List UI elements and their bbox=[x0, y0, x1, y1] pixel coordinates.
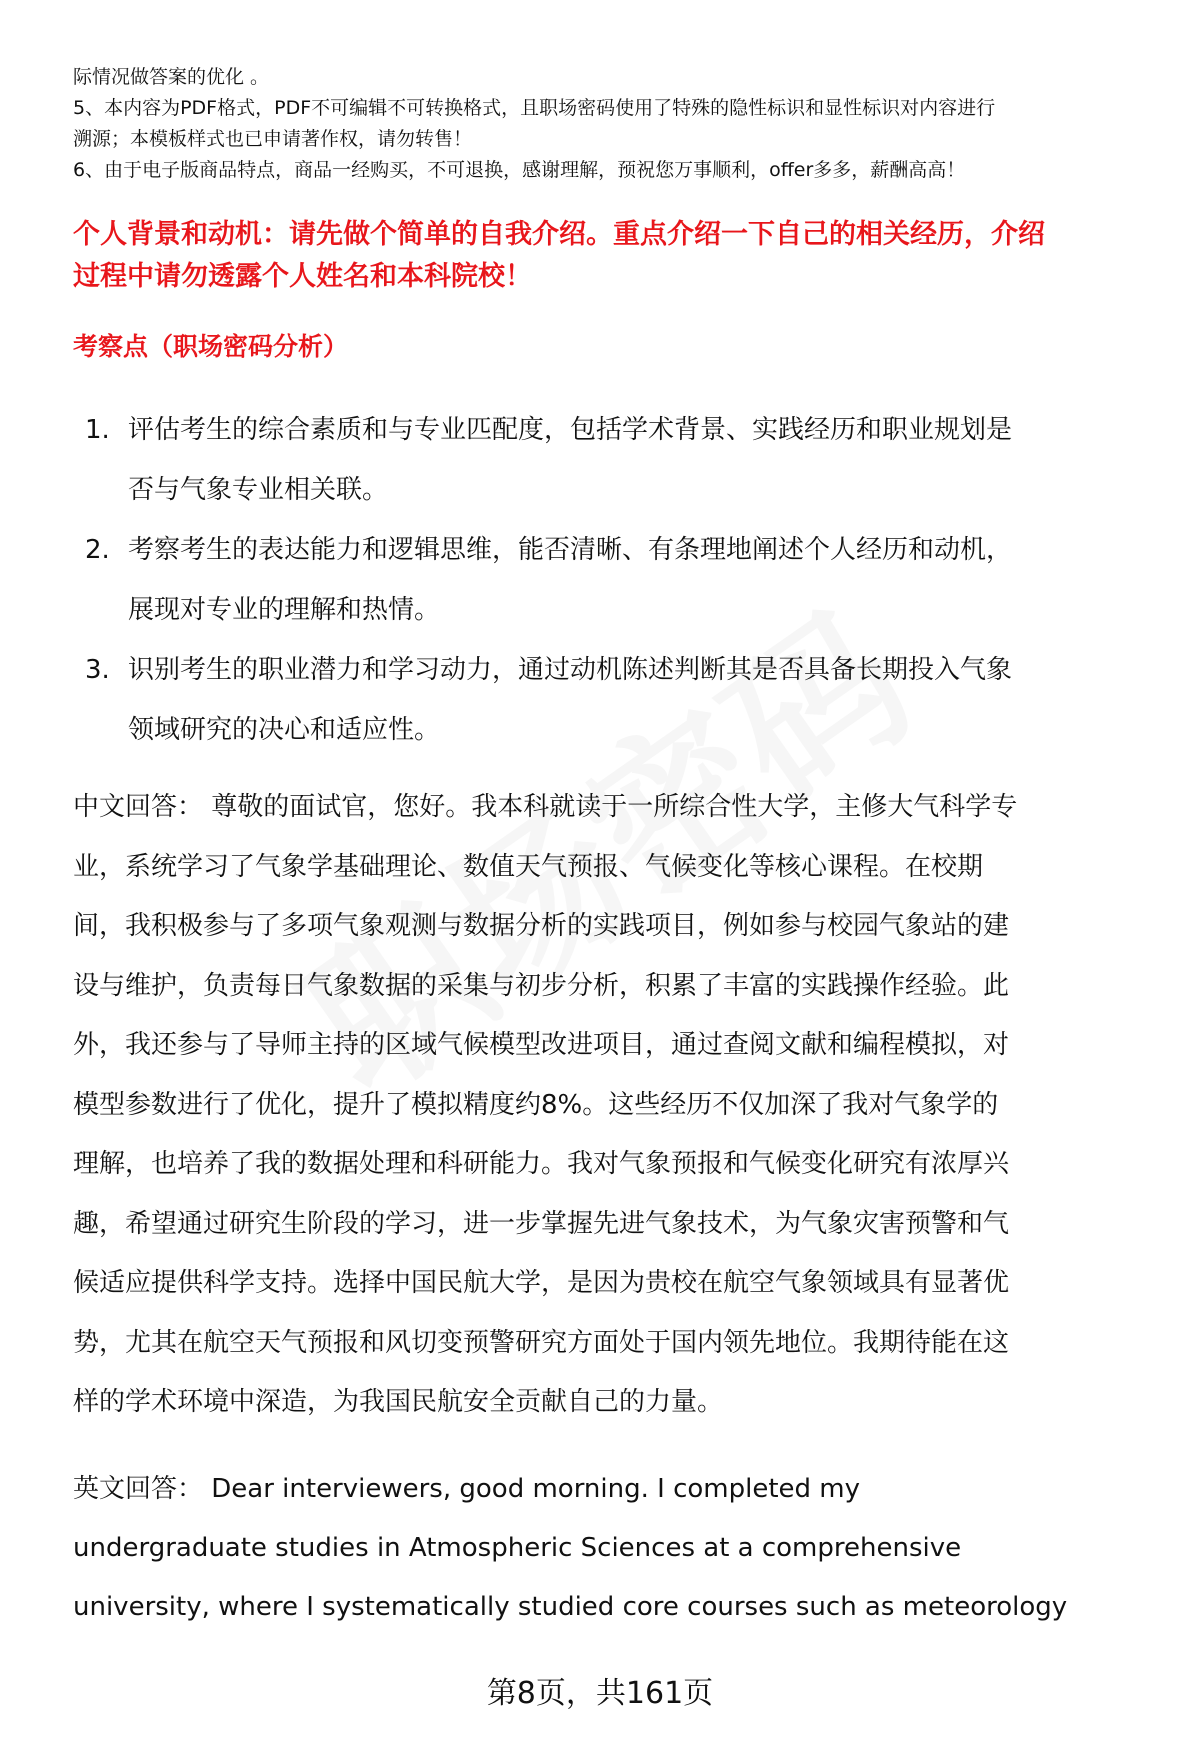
answer-line: 理解，也培养了我的数据处理和科研能力。我对气象预报和气候变化研究有浓厚兴 bbox=[73, 1149, 1010, 1179]
list-item-line: 否与气象专业相关联。 bbox=[128, 475, 389, 505]
interview-question bbox=[73, 214, 1160, 298]
answer-line: 势，尤其在航空天气预报和风切变预警研究方面处于国内领先地位。我期待能在这 bbox=[73, 1327, 1010, 1358]
list-item-line: 考察考生的表达能力和逻辑思维，能否清晰、有条理地阐述个人经历和动机， bbox=[128, 535, 1013, 565]
answer-line: 业，系统学习了气象学基础理论、数值天气预报、气候变化等核心课程。在校期 bbox=[73, 851, 984, 882]
note-line: 溯源；本模板样式也已申请著作权，请勿转售！ bbox=[73, 128, 473, 150]
question-line: 个人背景和动机：请先做个简单的自我介绍。重点介绍一下自己的相关经历，介绍 bbox=[73, 219, 1045, 250]
list-number: 1. bbox=[85, 415, 110, 445]
answer-line: 样的学术环境中深造，为我国民航安全贡献自己的力量。 bbox=[73, 1387, 724, 1417]
english-answer bbox=[73, 1460, 1160, 1637]
list-number: 2. bbox=[85, 535, 110, 565]
list-item bbox=[73, 520, 1160, 640]
answer-line: 中文回答： 尊敬的面试官，您好。我本科就读于一所综合性大学，主修大气科学专 bbox=[73, 792, 1018, 822]
list-item-line: 评估考生的综合素质和与专业匹配度，包括学术背景、实践经历和职业规划是 bbox=[128, 415, 1013, 445]
answer-line: 外，我还参与了导师主持的区域气候模型改进项目，通过查阅文献和编程模拟，对 bbox=[73, 1030, 1010, 1060]
answer-line: 英文回答： Dear interviewers, good morning. I completed my bbox=[73, 1474, 861, 1504]
answer-line: 趣，希望通过研究生阶段的学习，进一步掌握先进气象技术，为气象灾害预警和气 bbox=[73, 1208, 1010, 1239]
question-line: 过程中请勿透露个人姓名和本科院校！ bbox=[73, 261, 532, 292]
list-number: 3. bbox=[85, 655, 110, 685]
list-item-line: 展现对专业的理解和热情。 bbox=[128, 595, 441, 625]
chinese-answer bbox=[73, 778, 1160, 1433]
list-item-line: 领域研究的决心和适应性。 bbox=[128, 715, 441, 745]
answer-line: 模型参数进行了优化，提升了模拟精度约8%。这些经历不仅加深了我对气象学的 bbox=[73, 1089, 999, 1120]
list-item bbox=[73, 400, 1160, 520]
key-points-list bbox=[73, 400, 1160, 760]
notes-section bbox=[73, 62, 1160, 186]
note-line: 6、由于电子版商品特点，商品一经购买，不可退换，感谢理解，预祝您万事顺利，offer多多，薪酬高高！ bbox=[73, 159, 966, 181]
answer-line: 设与维护，负责每日气象数据的采集与初步分析，积累了丰富的实践操作经验。此 bbox=[73, 970, 1010, 1001]
answer-line: 候适应提供科学支持。选择中国民航大学，是因为贵校在航空气象领域具有显著优 bbox=[73, 1268, 1010, 1298]
list-item-line: 识别考生的职业潜力和学习动力，通过动机陈述判断其是否具备长期投入气象 bbox=[128, 655, 1013, 685]
page-number: 第8页，共161页 bbox=[486, 1676, 714, 1711]
answer-line: 间，我积极参与了多项气象观测与数据分析的实践项目，例如参与校园气象站的建 bbox=[73, 911, 1010, 941]
answer-line: university, where I systematically studied core courses such as meteorology bbox=[73, 1592, 1068, 1622]
note-line: 际情况做答案的优化 。 bbox=[73, 66, 270, 88]
list-item bbox=[73, 640, 1160, 760]
note-line: 5、本内容为PDF格式，PDF不可编辑不可转换格式，且职场密码使用了特殊的隐性标识和显性标识对内容进行 bbox=[73, 97, 996, 119]
key-points-title: 考察点（职场密码分析） bbox=[73, 332, 349, 361]
answer-line: undergraduate studies in Atmospheric Sciences at a comprehensive bbox=[73, 1533, 962, 1563]
